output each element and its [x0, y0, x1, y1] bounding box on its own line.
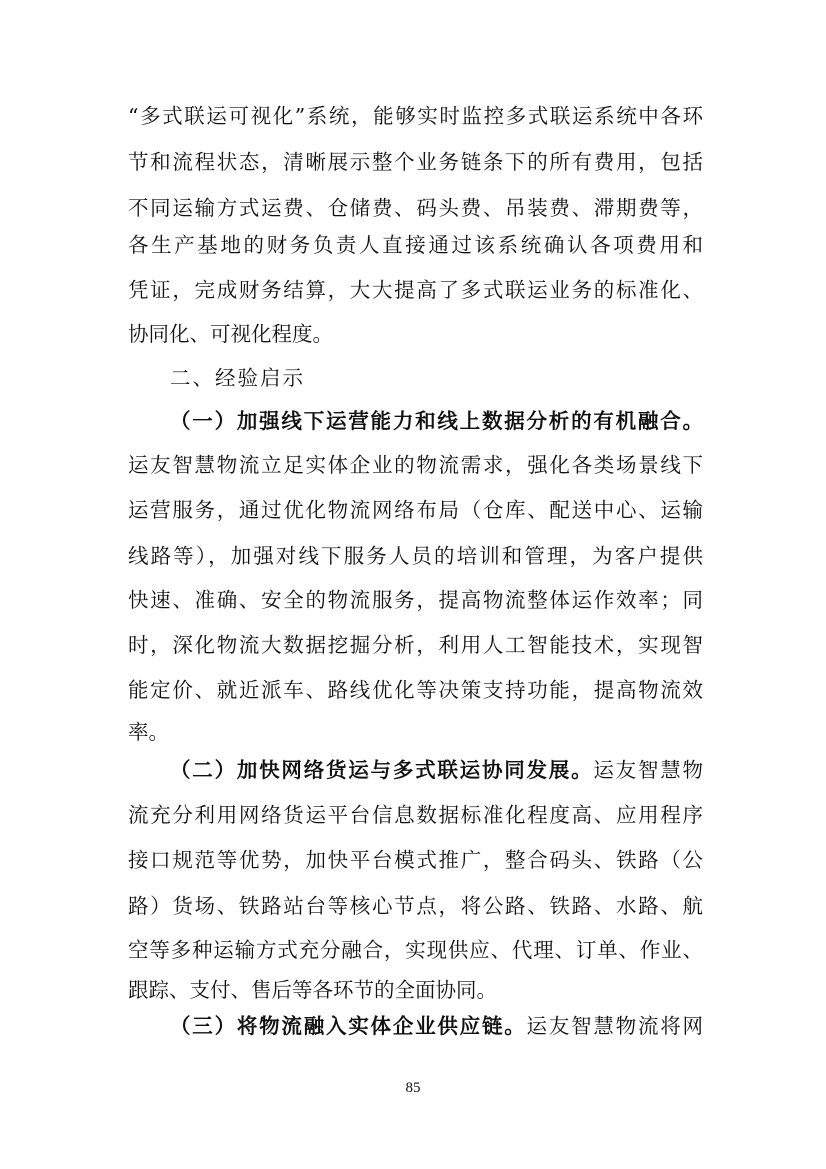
body-line: “多式联运可视化”系统，能够实时监控多式联运系统中各环	[128, 104, 703, 128]
body-line: 快速、准确、安全的物流服务，提高物流整体运作效率；同	[128, 588, 703, 612]
subsection-3-title: （三）将物流融入实体企业供应链。	[170, 1014, 527, 1038]
body-line: 时，深化物流大数据挖掘分析，利用人工智能技术，实现智	[128, 633, 703, 657]
subsection-3-first-text: 运友智慧物流将网	[526, 1014, 704, 1038]
body-line: 各生产基地的财务负责人直接通过该系统确认各项费用和	[128, 233, 703, 257]
subsection-2-first-line	[170, 750, 703, 790]
subsection-2-title: （二）加快网络货运与多式联运协同发展。	[170, 758, 594, 782]
body-line: 不同运输方式运费、仓储费、码头费、吊装费、滞期费等，	[128, 196, 703, 220]
body-line: 凭证，完成财务结算，大大提高了多式联运业务的标准化、	[128, 278, 703, 302]
body-line: 能定价、就近派车、路线优化等决策支持功能，提高物流效	[128, 678, 703, 702]
body-line: 率。	[128, 720, 169, 744]
body-line: 接口规范等优势，加快平台模式推广，整合码头、铁路（公	[128, 848, 703, 872]
subsection-2-first-text: 运友智慧物	[593, 758, 704, 782]
subsection-1-title: （一）加强线下运营能力和线上数据分析的有机融合。	[170, 409, 703, 433]
body-line: 协同化、可视化程度。	[128, 322, 333, 346]
subsection-3-first-line	[170, 1006, 703, 1046]
body-line: 运营服务，通过优化物流网络布局（仓库、配送中心、运输	[128, 498, 703, 522]
page-number: 85	[405, 1080, 421, 1096]
body-line: 空等多种运输方式充分融合，实现供应、代理、订单、作业、	[128, 938, 703, 962]
body-line: 线路等），加强对线下服务人员的培训和管理，为客户提供	[128, 544, 703, 568]
body-line: 流充分利用网络货运平台信息数据标准化程度高、应用程序	[128, 803, 703, 827]
body-line: 运友智慧物流立足实体企业的物流需求，强化各类场景线下	[128, 453, 703, 477]
body-line: 节和流程状态，清晰展示整个业务链条下的所有费用，包括	[128, 150, 703, 174]
body-line: 跟踪、支付、售后等各环节的全面协同。	[128, 978, 497, 1002]
section-heading: 二、经验启示	[170, 366, 305, 390]
body-line: 路）货场、铁路站台等核心节点，将公路、铁路、水路、航	[128, 894, 703, 918]
